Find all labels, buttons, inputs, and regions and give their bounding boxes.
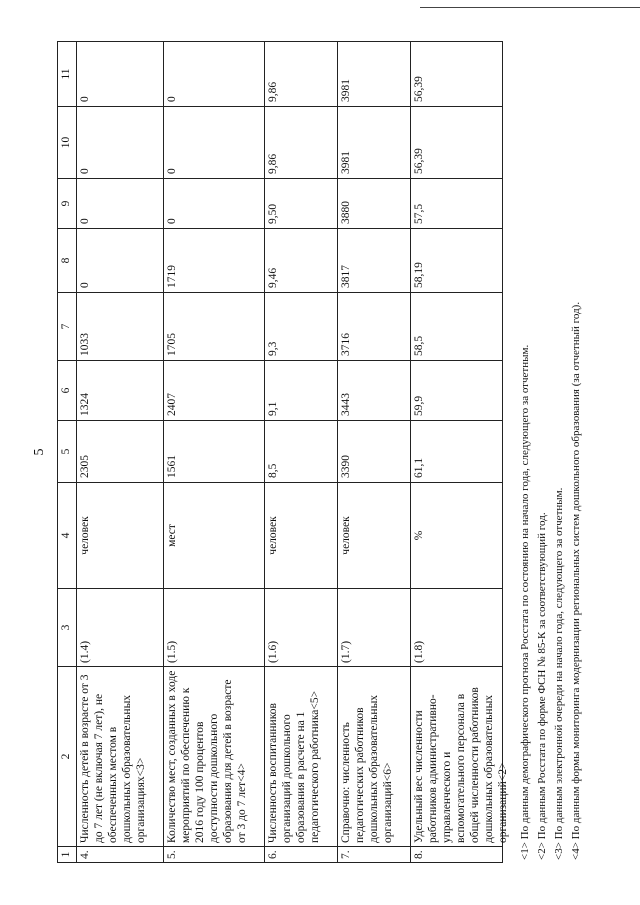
value-cell: 1324: [77, 360, 163, 420]
value-cell: 1561: [164, 420, 264, 482]
footnote: <2> По данным Росстата по форме ФСН № 85-К за соответствующий год.: [536, 512, 548, 860]
row-description: Удельный вес численности работников административно-управленческого и вспомогательного персонала в общей численности работников дошкольных образовательных организаций<2>: [411, 666, 502, 846]
value-cell: 3981: [338, 106, 410, 178]
table-header-row: [58, 42, 77, 862]
row-description: Справочно: численность педагогических работников дошкольных образовательных организаций<6>: [338, 666, 410, 846]
value-cell: 0: [77, 178, 163, 228]
footnote: <1> По данным демографического прогноза Росстата по состоянию на начало года, следующего за отчетным.: [519, 344, 531, 860]
row-code: (1.6): [265, 588, 337, 666]
row-code: (1.5): [164, 588, 264, 666]
table-row: [77, 42, 164, 862]
row-code: (1.8): [411, 588, 502, 666]
value-cell: 56,39: [413, 76, 425, 102]
value-cell: 0: [164, 178, 264, 228]
value-cell: 8,5: [265, 420, 337, 482]
value-cell: 3817: [338, 228, 410, 292]
value-cell: 1033: [77, 292, 163, 360]
value-cell: 2407: [164, 360, 264, 420]
header-cell: 9: [58, 178, 76, 228]
header-cell: 4: [58, 482, 76, 588]
value-cell: 59,9: [411, 360, 502, 420]
value-cell: 3981: [340, 79, 352, 102]
row-number: 5.: [164, 846, 264, 862]
value-cell: 0: [77, 106, 163, 178]
value-cell: 3390: [338, 420, 410, 482]
footnote: <3> По данным электронной очереди на начало года, следующего за отчетным.: [553, 487, 565, 860]
value-cell: 3880: [338, 178, 410, 228]
header-cell: 5: [58, 420, 76, 482]
value-cell: 9,50: [265, 178, 337, 228]
value-cell: 1719: [164, 228, 264, 292]
header-cell: 10: [58, 106, 76, 178]
value-cell: 2305: [77, 420, 163, 482]
header-cell: 11: [60, 68, 72, 80]
row-number: 6.: [265, 846, 337, 862]
value-cell: 9,86: [265, 106, 337, 178]
header-cell: 2: [58, 666, 76, 846]
value-cell: 0: [164, 106, 264, 178]
value-cell: 9,3: [265, 292, 337, 360]
value-cell: 0: [77, 228, 163, 292]
row-number: 8.: [411, 846, 502, 862]
row-unit: мест: [164, 482, 264, 588]
value-cell: 9,46: [265, 228, 337, 292]
header-cell: 3: [58, 588, 76, 666]
header-cell: 6: [58, 360, 76, 420]
header-cell: 8: [58, 228, 76, 292]
row-unit: человек: [77, 482, 163, 588]
table-row: [411, 42, 509, 862]
row-number: 7.: [338, 846, 410, 862]
value-cell: 1705: [164, 292, 264, 360]
row-unit: человек: [265, 482, 337, 588]
indicators-table: [57, 41, 509, 863]
table-row: [164, 42, 265, 862]
value-cell: 61,1: [411, 420, 502, 482]
row-code: (1.7): [338, 588, 410, 666]
value-cell: 58,19: [411, 228, 502, 292]
footnote: <4> По данным формы мониторинга модернизации региональных систем дошкольного образования (за отчетный год).: [570, 301, 582, 860]
value-cell: 57,5: [411, 178, 502, 228]
value-cell: 3443: [338, 360, 410, 420]
page-number: 5: [32, 448, 47, 456]
value-cell: 9,86: [267, 81, 279, 102]
row-description: Численность воспитанников организаций дошкольного образования в расчете на 1 педагогического работника<5>: [265, 666, 337, 846]
header-cell: 1: [58, 846, 76, 862]
value-cell: 0: [79, 96, 91, 102]
value-cell: 3716: [338, 292, 410, 360]
value-cell: 56,39: [411, 106, 502, 178]
row-description: Численность детей в возрасте от 3 до 7 лет (не включая 7 лет), не обеспеченных местом в дошкольных образовательных организациях<3>: [77, 666, 163, 846]
value-cell: 58,5: [411, 292, 502, 360]
row-unit: %: [411, 482, 502, 588]
row-number: 4.: [77, 846, 163, 862]
value-cell: 0: [166, 96, 178, 102]
header-cell: 7: [58, 292, 76, 360]
row-code: (1.4): [77, 588, 163, 666]
row-unit: человек: [338, 482, 410, 588]
table-row: [265, 42, 338, 862]
row-description: Количество мест, созданных в ходе мероприятий по обеспечению к 2016 году 100 процентов доступности дошкольного образования для детей в возрасте от 3 до 7 лет<4>: [164, 666, 264, 846]
value-cell: 9,1: [265, 360, 337, 420]
table-row: [338, 42, 411, 862]
